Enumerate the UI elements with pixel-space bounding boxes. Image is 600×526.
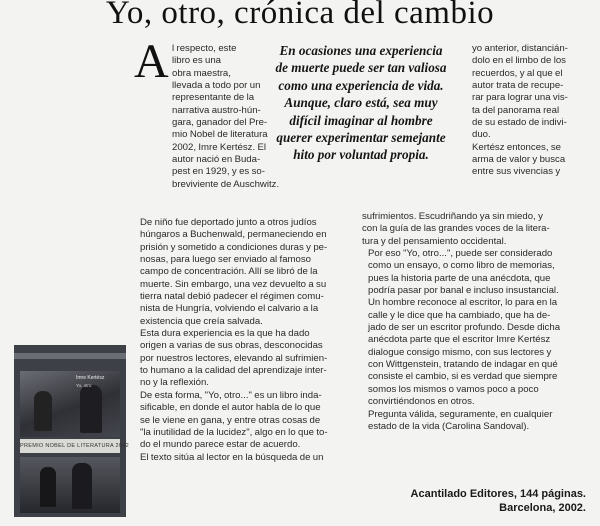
- text-line: autor trata de recupe-: [472, 80, 564, 92]
- text-line: De esta forma, "Yo, otro..." es un libro inda-: [140, 389, 322, 401]
- text-line: pues la historia parte de una anécdota, que: [368, 272, 551, 284]
- text-line: libro es una: [172, 55, 221, 67]
- left-column-body: [134, 217, 350, 464]
- text-line: "la inutilidad de la lucidez", algo en lo que to-: [140, 426, 328, 438]
- text-line: no y la reflexión.: [140, 377, 209, 389]
- text-line: se le viene en gana, y entre otras cosas de: [140, 414, 321, 426]
- text-line: con la guía de las grandes voces de la litera-: [362, 223, 550, 235]
- text-line: gara, ganador del Pre-: [172, 117, 268, 129]
- publisher-line-1: Acantilado Editores, 144 páginas.: [410, 488, 586, 500]
- text-line: origen a varias de sus obras, desconocidas: [140, 340, 323, 352]
- text-line: dolo en el limbo de los: [472, 55, 566, 67]
- text-line: calle y le dice que ha cambiado, que ha de-: [368, 309, 551, 321]
- text-line: 2002, Imre Kertész. El: [172, 141, 267, 153]
- left-paragraph-4: [134, 452, 350, 464]
- text-line: estado de la vida (Carolina Sandoval).: [368, 420, 530, 432]
- article-title-text: Yo, otro, crónica del cambio: [105, 0, 495, 31]
- text-line: to humano a la calidad del aprendizaje inter-: [140, 365, 327, 377]
- text-line: podría pasar por banal e incluso insustancial.: [368, 285, 559, 297]
- text-line: con Wittgenstein, tratando de indagar en qué: [368, 359, 558, 371]
- text-line: obra maestra,: [172, 67, 231, 79]
- text-line: Un hombre reconoce al escritor, lo para en la: [368, 297, 558, 309]
- text-line: como un ensayo, o como libro de memorias,: [368, 260, 555, 272]
- text-line: por nuestros lectores, elevando al sufrimien-: [140, 352, 328, 364]
- text-line: jado de ser un escritor profundo. Desde dicha: [368, 322, 561, 334]
- text-line: representante de la: [172, 92, 255, 104]
- text-line: Kertész entonces, se: [472, 141, 561, 153]
- text-line: ta del panorama real: [472, 104, 560, 116]
- right-paragraph-3: [362, 409, 590, 434]
- left-column-intro: [172, 43, 280, 191]
- text-line: rar para lograr una vis-: [472, 92, 568, 104]
- cover-photo-bottom: [20, 457, 120, 513]
- pull-quote-line: En ocasiones una experiencia: [279, 43, 443, 58]
- text-line: breviviente de Auschwitz.: [172, 178, 280, 190]
- right-column-body: [362, 211, 590, 433]
- text-line: entre sus vivencias y: [472, 166, 561, 178]
- right-paragraph-1: [362, 211, 590, 248]
- text-line: de su estado de indivi-: [472, 117, 567, 129]
- text-line: l respecto, este: [172, 43, 237, 54]
- pull-quote: [250, 42, 472, 164]
- drop-cap: A: [134, 35, 169, 88]
- text-line: convirtiéndonos en otros.: [368, 396, 475, 408]
- text-line: arma de valor y busca: [472, 154, 566, 166]
- text-line: llevada a todo por un: [172, 80, 261, 92]
- book-cover-image: [14, 345, 129, 517]
- text-line: El texto sitúa al lector en la búsqueda de un: [140, 451, 324, 463]
- pull-quote-line: querer experimentar semejante: [276, 130, 446, 146]
- pull-quote-line: difícil imaginar al hombre: [289, 112, 433, 128]
- left-paragraph-2: [134, 328, 350, 390]
- publisher-info: [346, 487, 586, 515]
- text-line: autor nació en Buda-: [172, 154, 261, 166]
- text-line: consiste el cambio, si es verdad que siempre: [368, 371, 558, 383]
- pull-quote-line: como una experiencia de vida.: [278, 77, 444, 93]
- publisher-line-2: Barcelona, 2002.: [499, 502, 586, 514]
- left-paragraph-1: [134, 217, 350, 328]
- text-line: recuerdos, y al que el: [472, 67, 563, 79]
- text-line: somos los mismos o vamos poco a poco: [368, 383, 539, 395]
- text-line: narrativa austro-hún-: [172, 104, 261, 116]
- text-line: nosas, para luego ser enviado al famoso: [140, 254, 311, 266]
- text-line: duo.: [472, 129, 491, 141]
- text-line: tura y del pensamiento occidental.: [362, 235, 507, 247]
- text-line: do el mundo parece estar de acuerdo.: [140, 439, 301, 451]
- right-column-intro: [472, 43, 590, 179]
- text-line: prisión y sometido a condiciones duras y pe-: [140, 241, 328, 253]
- left-paragraph-3: [134, 390, 350, 452]
- right-paragraph-2: [362, 248, 590, 408]
- text-line: muerte. Sin embargo, una vez devuelto a su: [140, 278, 327, 290]
- text-line: Esta dura experiencia es la que ha dado: [140, 328, 310, 340]
- article-title: [0, 0, 600, 30]
- text-line: Pregunta válida, seguramente, en cualquier: [368, 408, 553, 420]
- text-line: anécdota parte que el escritor Imre Kertész: [368, 334, 551, 346]
- text-line: mio Nobel de literatura: [172, 129, 268, 141]
- text-line: húngaros a Buchenwald, permaneciendo en: [140, 229, 327, 241]
- pull-quote-line: hito por voluntad propia.: [293, 147, 429, 163]
- cover-author: Imre Kertész: [76, 375, 105, 381]
- cover-photo-top: [20, 371, 120, 437]
- text-line: sificable, en donde el autor habla de lo que: [140, 402, 321, 414]
- text-line: pest en 1929, y es so-: [172, 166, 265, 178]
- cover-band-text: PREMIO NOBEL DE LITERATURA 2002: [20, 443, 129, 449]
- text-line: dialogue consigo mismo, con sus lectores y: [368, 346, 552, 358]
- text-line: campo de concentración. Allí se libró de la: [140, 266, 318, 278]
- cover-title: Yo, otro: [76, 383, 92, 388]
- pull-quote-line: Aunque, claro está, sea muy: [284, 95, 438, 111]
- text-line: Por eso "Yo, otro...", puede ser considerado: [368, 248, 553, 260]
- text-line: De niño fue deportado junto a otros judíos: [140, 217, 317, 228]
- text-line: sufrimientos. Escudriñando ya sin miedo, y: [362, 211, 543, 222]
- text-line: tierra natal debió padecer el régimen comu-: [140, 291, 324, 303]
- text-line: yo anterior, distancián-: [472, 43, 568, 54]
- text-line: nista de Hungría, volviendo el calvario a la: [140, 303, 319, 315]
- text-line: existencia que creía salvada.: [140, 315, 263, 327]
- pull-quote-line: de muerte puede ser tan valiosa: [275, 60, 447, 76]
